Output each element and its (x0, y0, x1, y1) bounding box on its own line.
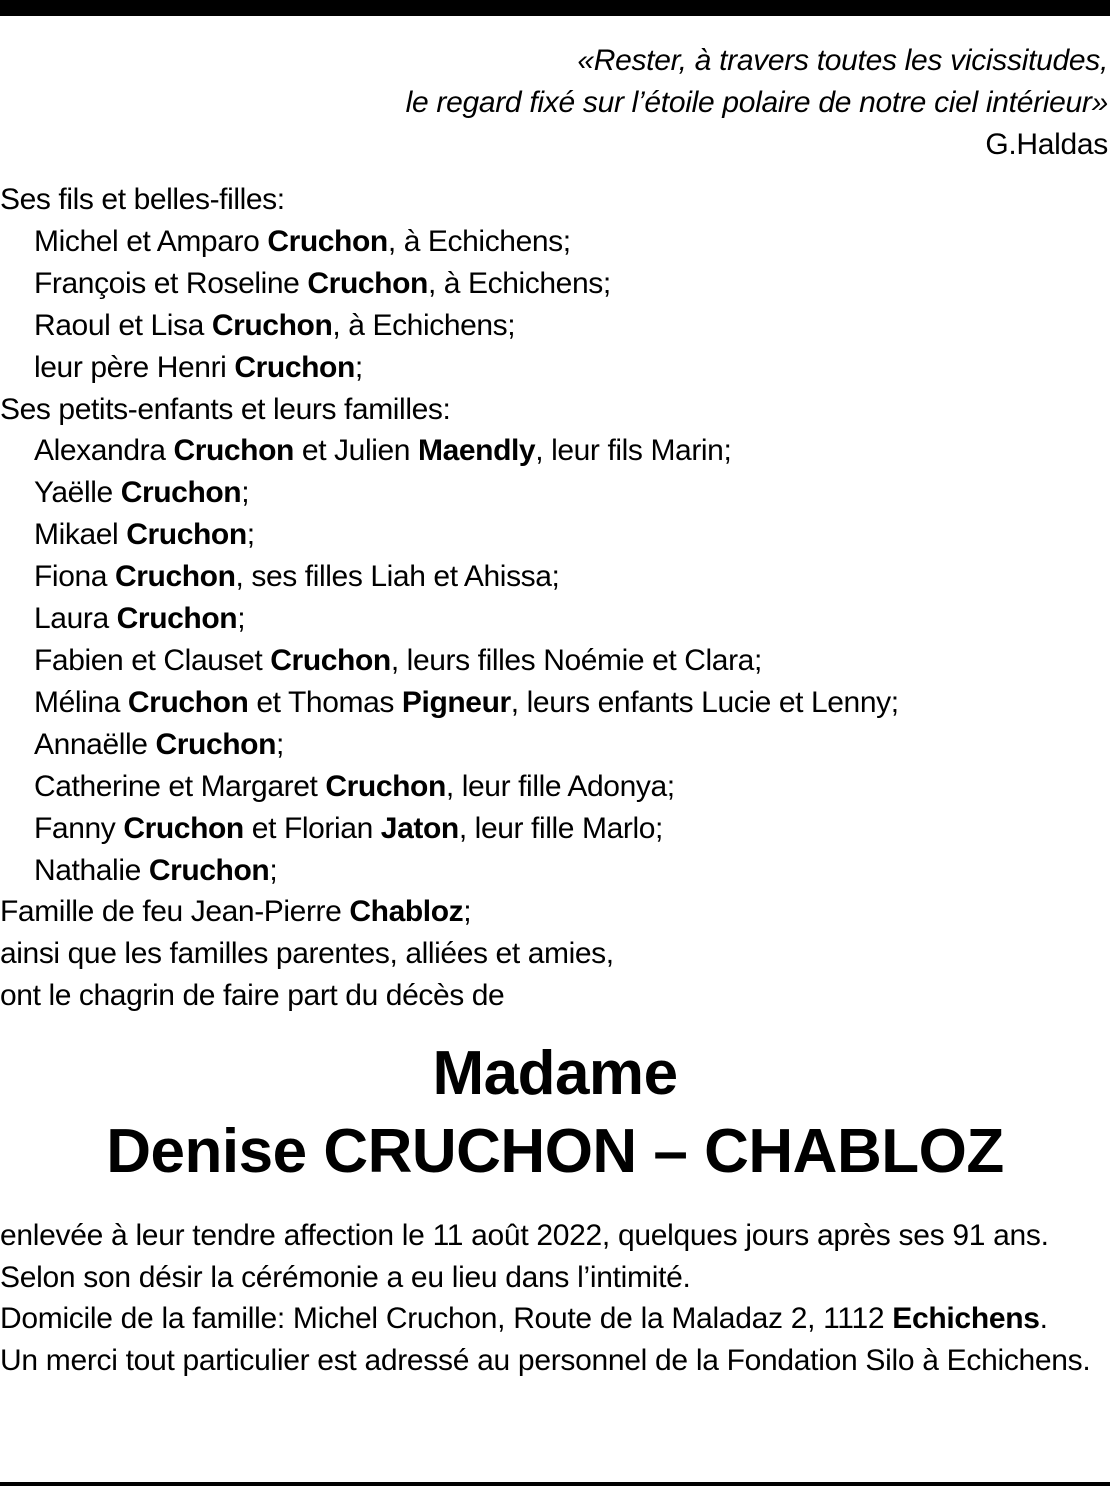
quote-line-2: le regard fixé sur l’étoile polaire de notre ciel intérieur» (405, 86, 1108, 119)
bottom-rule (0, 1482, 1110, 1486)
quote-line-1: «Rester, à travers toutes les vicissitudes, (577, 44, 1108, 77)
quote-author: G.Haldas (985, 128, 1108, 161)
other-family-line: Famille de feu Jean-Pierre Chabloz; (0, 895, 472, 929)
deceased-name-block (0, 1035, 1110, 1191)
relatives-line: ainsi que les familles parentes, alliées et amies, (0, 937, 614, 971)
list-item: Mikael Cruchon; (34, 518, 255, 552)
deceased-full-name: Denise CRUCHON – CHABLOZ (106, 1117, 1004, 1186)
list-item: Fanny Cruchon et Florian Jaton, leur fille Marlo; (34, 811, 663, 845)
list-item: Fabien et Clauset Cruchon, leurs filles Noémie et Clara; (34, 643, 762, 677)
list-item: Yaëlle Cruchon; (34, 476, 250, 510)
list-item: leur père Henri Cruchon; (34, 350, 363, 384)
thanks-note: Un merci tout particulier est adressé au personnel de la Fondation Silo à Echichens. (0, 1343, 1091, 1377)
family-list (0, 179, 1110, 1017)
grandchildren-heading: Ses petits-enfants et leurs familles: (0, 392, 451, 426)
list-item: Laura Cruchon; (34, 602, 246, 636)
list-item: Alexandra Cruchon et Julien Maendly, leur fils Marin; (34, 434, 732, 468)
ceremony-note: Selon son désir la cérémonie a eu lieu dans l’intimité. (0, 1260, 691, 1294)
list-item: François et Roseline Cruchon, à Echichens; (34, 266, 611, 300)
domicile-line: Domicile de la famille: Michel Cruchon, Route de la Maladaz 2, 1112 Echichens. (0, 1302, 1048, 1335)
epigraph-quote (208, 40, 1108, 166)
sons-heading: Ses fils et belles-filles: (0, 183, 285, 216)
list-item: Fiona Cruchon, ses filles Liah et Ahissa; (34, 560, 560, 594)
list-item: Annaëlle Cruchon; (34, 727, 284, 761)
death-notice: enlevée à leur tendre affection le 11 août 2022, quelques jours après ses 91 ans. (0, 1219, 1049, 1252)
list-item: Catherine et Margaret Cruchon, leur fille Adonya; (34, 769, 675, 803)
top-rule (0, 0, 1110, 16)
list-item: Raoul et Lisa Cruchon, à Echichens; (34, 308, 516, 342)
announcement-line: ont le chagrin de faire part du décès de (0, 979, 505, 1013)
list-item: Mélina Cruchon et Thomas Pigneur, leurs enfants Lucie et Lenny; (34, 685, 899, 719)
list-item: Michel et Amparo Cruchon, à Echichens; (34, 224, 571, 258)
honorific: Madame (432, 1039, 678, 1108)
closing-text (0, 1215, 1110, 1381)
list-item: Nathalie Cruchon; (34, 853, 278, 887)
